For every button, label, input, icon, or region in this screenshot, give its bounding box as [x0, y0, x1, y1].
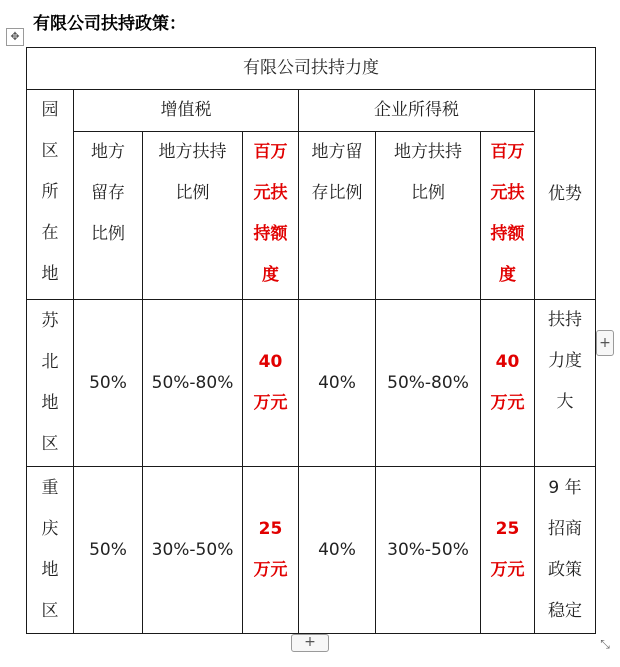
- add-row-button[interactable]: +: [291, 634, 329, 652]
- header-cit-retention: 地方留 存比例: [299, 132, 376, 300]
- row-cit-retention: 40%: [299, 467, 376, 634]
- table-row: [27, 467, 596, 634]
- add-column-button[interactable]: +: [596, 330, 614, 356]
- table-move-handle-icon[interactable]: ✥: [6, 28, 24, 46]
- row-location: 苏 北 地 区: [27, 300, 74, 467]
- header-vat-support: 地方扶持 比例: [143, 132, 243, 300]
- row-cit-retention: 40%: [299, 300, 376, 467]
- header-vat-retention: 地方 留存 比例: [74, 132, 143, 300]
- row-vat-support: 30%-50%: [143, 467, 243, 634]
- row-vat-retention: 50%: [74, 300, 143, 467]
- row-cit-cap: 40 万元: [481, 300, 535, 467]
- header-vat-cap: 百万 元扶 持额 度: [243, 132, 299, 300]
- row-cit-cap: 25 万元: [481, 467, 535, 634]
- support-policy-table: [26, 47, 596, 634]
- header-cit-cap: 百万 元扶 持额 度: [481, 132, 535, 300]
- row-vat-cap: 25 万元: [243, 467, 299, 634]
- table-title: 有限公司扶持力度: [27, 48, 596, 90]
- row-cit-support: 30%-50%: [376, 467, 481, 634]
- header-location: 园 区 所 在 地: [27, 90, 74, 300]
- row-advantage: 9 年 招商 政策 稳定: [535, 467, 596, 634]
- table-row: [27, 300, 596, 467]
- row-vat-support: 50%-80%: [143, 300, 243, 467]
- row-location: 重 庆 地 区: [27, 467, 74, 634]
- table-resize-icon[interactable]: ⤡: [600, 637, 610, 651]
- header-cit-support: 地方扶持 比例: [376, 132, 481, 300]
- row-cit-support: 50%-80%: [376, 300, 481, 467]
- header-advantage: 优势: [535, 90, 596, 300]
- row-vat-retention: 50%: [74, 467, 143, 634]
- page-heading: 有限公司扶持政策：: [33, 14, 186, 34]
- header-cit: 企业所得税: [299, 90, 535, 132]
- header-vat: 增值税: [74, 90, 299, 132]
- row-vat-cap: 40 万元: [243, 300, 299, 467]
- row-advantage: 扶持 力度 大: [535, 300, 596, 467]
